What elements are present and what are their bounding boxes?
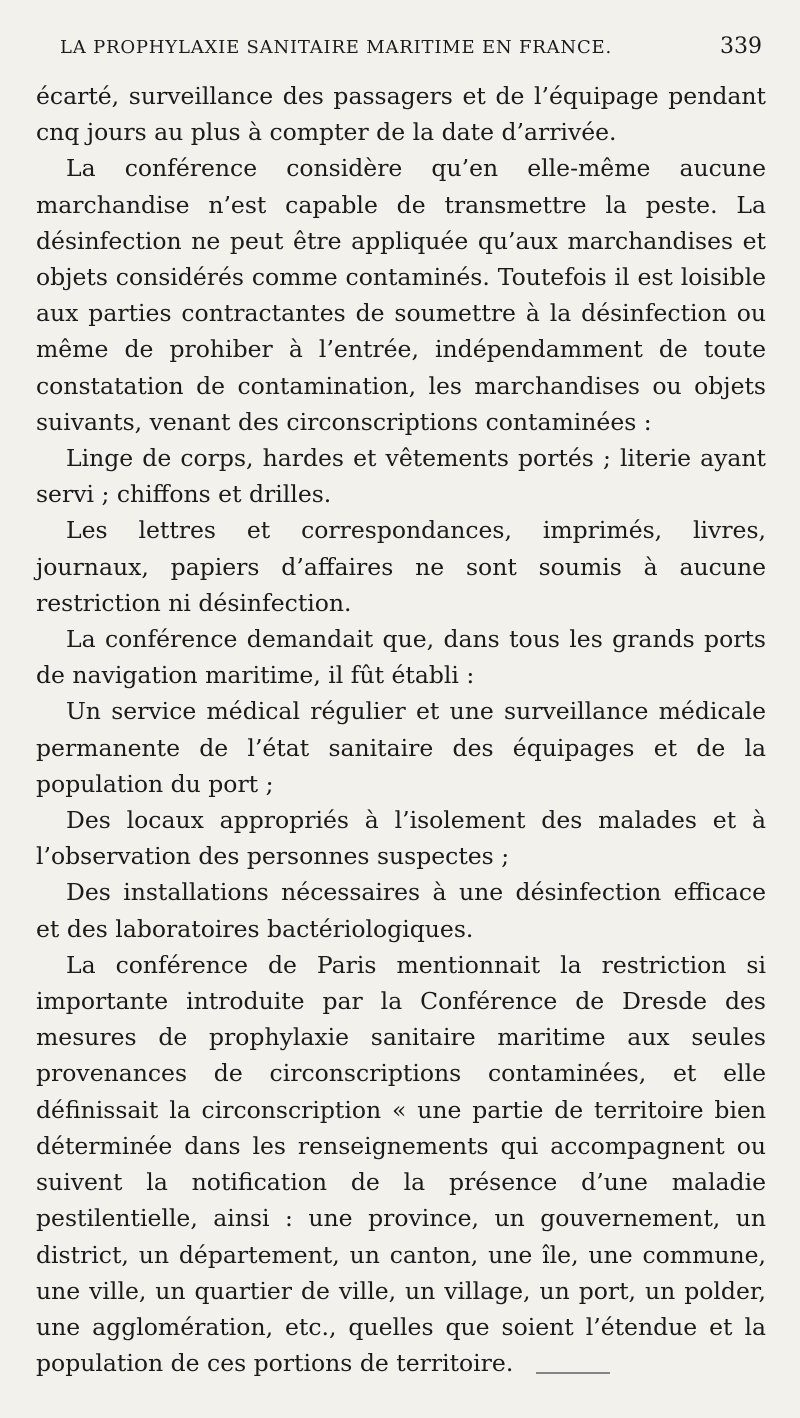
running-title: LA PROPHYLAXIE SANITAIRE MARITIME EN FRANCE. bbox=[60, 37, 612, 58]
paragraph-ports: La conférence demandait que, dans tous les grands ports de navigation maritime, il fût établi : bbox=[36, 625, 766, 690]
paragraph-letters: Les lettres et correspondances, imprimés, livres, journaux, papiers d’affaires ne sont soumis à aucune restriction ni désinfection. bbox=[36, 516, 766, 617]
paragraph-linen: Linge de corps, hardes et vêtements portés ; literie ayant servi ; chiffons et drilles. bbox=[36, 444, 766, 509]
running-head bbox=[36, 34, 766, 70]
paragraph-medical-service: Un service médical régulier et une surveillance médicale permanente de l’état sanitaire des équipages et de la population du port ; bbox=[36, 697, 766, 798]
paragraph-circumscription: La conférence de Paris mentionnait la restriction si importante introduite par la Conférence de Dresde des mesures de prophylaxie sanitaire maritime aux seules provenances de circonscriptions contaminées, et elle définissait la circonscription « une partie de territoire bien déterminée dans les renseignements qui accompagnent ou suivent la notification de la présence d’une maladie pestilentielle, ainsi : une province, un gouvernement, un district, un département, un canton, une île, une commune, une ville, un quartier de ville, un village, un port, un polder, une agglomération, etc., quelles que soient l’étendue et la population de ces portions de territoire. bbox=[36, 950, 766, 1378]
imprint-mark bbox=[536, 1372, 610, 1374]
paragraph-merchandise: La conférence considère qu’en elle-même aucune marchandise n’est capable de transmettre la peste. La désinfection ne peut être appliquée qu’aux marchandises et objets considérés comme contaminés. Toutefois il est loisible aux parties contractantes de soumettre à la désinfection ou même de prohiber à l’entrée, indépendamment de toute constatation de contamination, les marchandises ou objets suivants, venant des circonscriptions contaminées : bbox=[36, 154, 766, 436]
page-number: 339 bbox=[720, 34, 762, 59]
body-text bbox=[36, 78, 766, 1381]
paragraph-isolation: Des locaux appropriés à l’isolement des malades et à l’observation des personnes suspectes ; bbox=[36, 806, 766, 871]
paragraph-disinfection: Des installations nécessaires à une désinfection efficace et des laboratoires bactériologiques. bbox=[36, 878, 766, 943]
paragraph-continuation: écarté, surveillance des passagers et de l’équipage pendant cnq jours au plus à compter de la date d’arrivée. bbox=[36, 82, 766, 147]
